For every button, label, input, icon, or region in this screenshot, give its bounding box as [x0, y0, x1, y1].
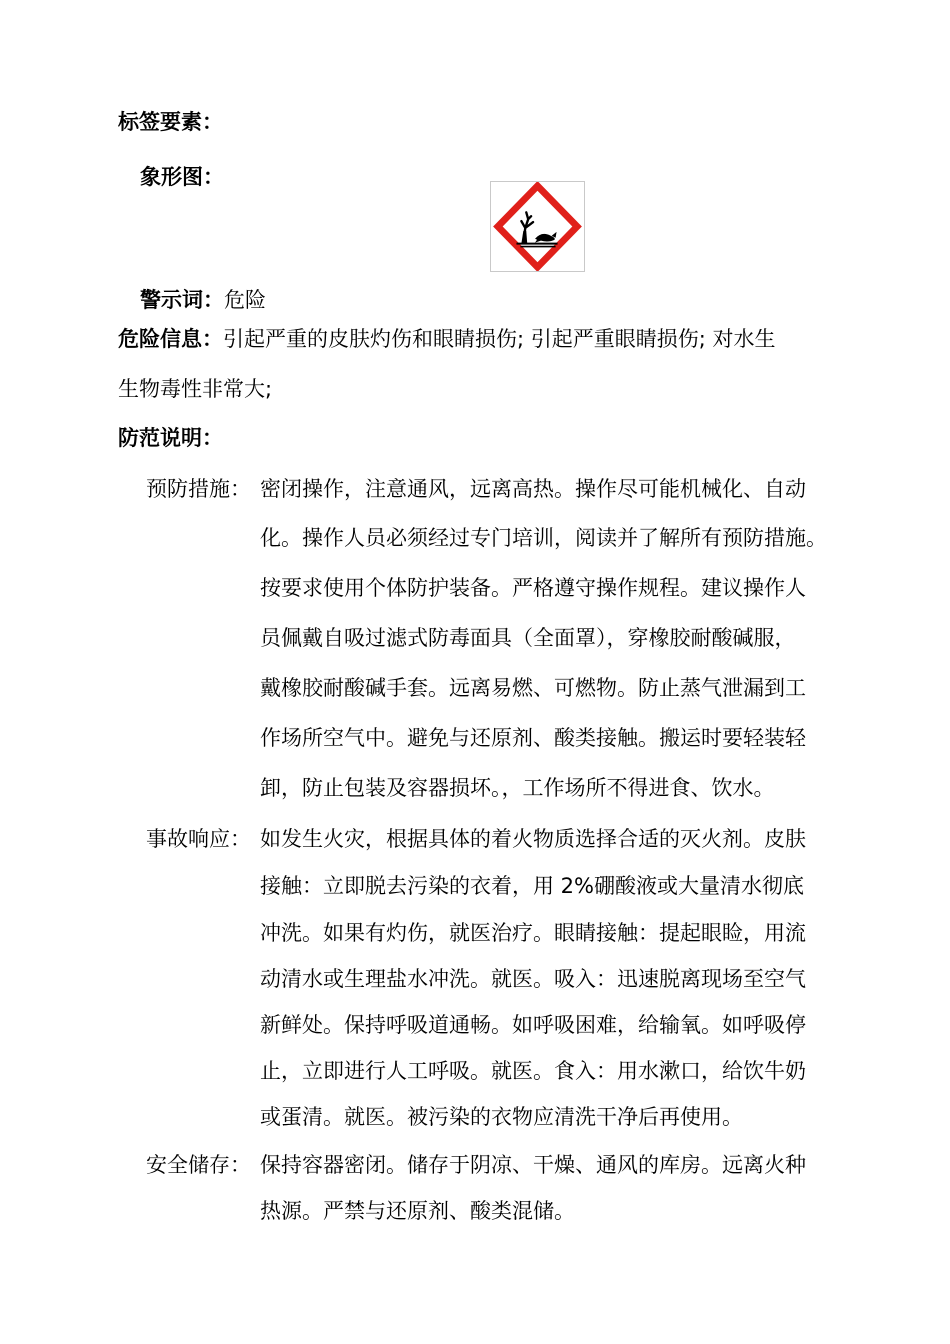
response-text-line: 新鲜处。保持呼吸道通畅。如呼吸困难，给输氧。如呼吸停: [260, 1013, 806, 1037]
precautions-heading: 防范说明：: [118, 426, 223, 450]
storage-text-line: 保持容器密闭。储存于阴凉、干燥、通风的库房。远离火种: [260, 1153, 806, 1177]
prevention-text-line: 作场所空气中。避免与还原剂、酸类接触。搬运时要轻装轻: [260, 726, 806, 750]
response-text-line: 接触：立即脱去污染的衣着，用 2%硼酸液或大量清水彻底: [260, 874, 804, 898]
hazard-info-label: 危险信息：: [118, 327, 223, 351]
environment-hazard-icon: [491, 182, 584, 271]
prevention-text-line: 密闭操作，注意通风，远离高热。操作尽可能机械化、自动: [260, 477, 806, 501]
response-text-line: 动清水或生理盐水冲洗。就医。吸入：迅速脱离现场至空气: [260, 967, 806, 991]
prevention-text-line: 按要求使用个体防护装备。严格遵守操作规程。建议操作人: [260, 576, 806, 600]
pictogram-label: 象形图：: [140, 165, 224, 189]
hazard-info-text-line: 生物毒性非常大;: [118, 377, 273, 401]
prevention-text-line: 戴橡胶耐酸碱手套。远离易燃、可燃物。防止蒸气泄漏到工: [260, 676, 806, 700]
response-text-line: 冲洗。如果有灼伤，就医治疗。眼睛接触：提起眼睑，用流: [260, 921, 806, 945]
storage-label: 安全储存：: [146, 1153, 251, 1177]
signal-word-value: 危险: [224, 288, 266, 312]
prevention-label: 预防措施：: [146, 477, 251, 501]
storage-text-line: 热源。严禁与还原剂、酸类混储。: [260, 1199, 575, 1223]
prevention-text-line: 卸，防止包装及容器损坏。，工作场所不得进食、饮水。: [260, 776, 775, 800]
pictogram-frame: [490, 181, 585, 272]
signal-word-row: [140, 287, 266, 313]
response-text-line: 止，立即进行人工呼吸。就医。食入：用水漱口，给饮牛奶: [260, 1059, 806, 1083]
response-label: 事故响应：: [146, 827, 251, 851]
label-elements-heading: 标签要素：: [118, 110, 223, 134]
prevention-text-line: 员佩戴自吸过滤式防毒面具（全面罩），穿橡胶耐酸碱服，: [260, 626, 796, 650]
response-text-line: 或蛋清。就医。被污染的衣物应清洗干净后再使用。: [260, 1105, 743, 1129]
hazard-info-row: [118, 326, 776, 352]
hazard-info-text-line: 引起严重的皮肤灼伤和眼睛损伤; 引起严重眼睛损伤; 对水生: [223, 327, 776, 351]
response-text-line: 如发生火灾，根据具体的着火物质选择合适的灭火剂。皮肤: [260, 827, 806, 851]
signal-word-label: 警示词：: [140, 288, 224, 312]
prevention-text-line: 化。操作人员必须经过专门培训，阅读并了解所有预防措施。: [260, 526, 827, 550]
